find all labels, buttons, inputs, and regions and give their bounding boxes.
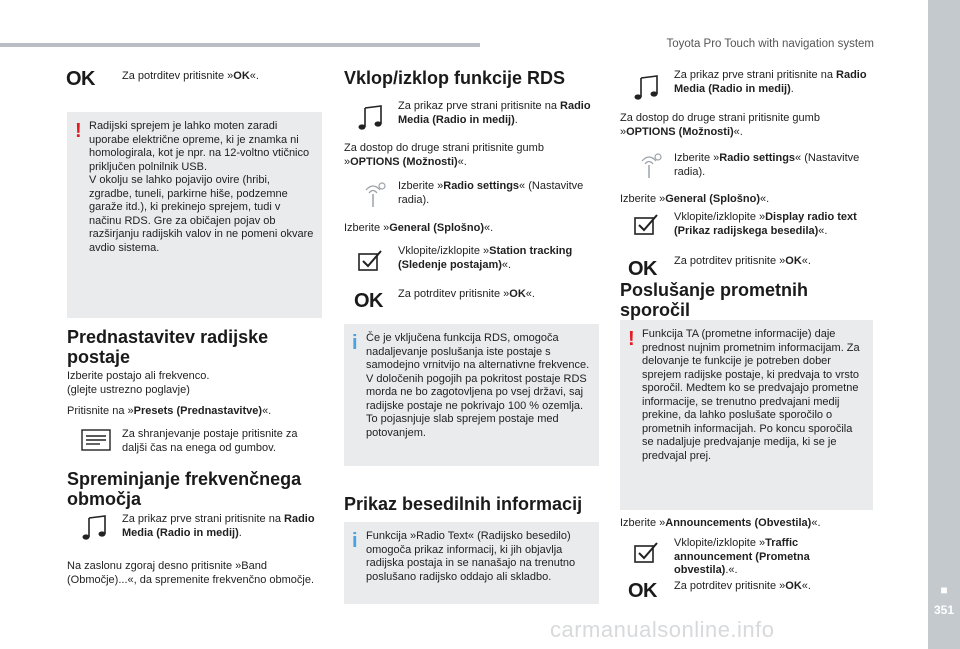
radio-text-info: Funkcija »Radio Text« (Radijsko besedilo) omogoča prikaz informacij, ki jih objavlja radijska postaja in se nanašajo na trenutno poslušano radijsko oddajo ali skladbo. — [366, 530, 576, 583]
ok-icon: OK — [66, 68, 95, 90]
warning-text: Radijski sprejem je lahko moten zaradi uporabe električne opreme, ki je znamka ni homologirala, kot je npr. na 12-voltno vtičnico priključen polnilnik USB. V okolju se lahko pojavijo ovire (hribi, zgradbe, tuneli, parkirne hiše, podzemne garaže itd.), ki prekinejo sprejem, tudi v načinu RDS. Gre za običajen pojav ob razširjanju radijskih valov in ne pomeni okvare avdio sistema. — [89, 120, 314, 254]
info-box-rds — [344, 324, 599, 466]
music-note-icon — [356, 104, 392, 134]
c3-paragraph-3: Izberite »Announcements (Obvestila)«. — [620, 517, 821, 529]
rds-ok-text: Za potrditev pritisnite »OK«. — [398, 288, 535, 300]
presets-title: Prednastavitev radijske postaje — [67, 327, 269, 367]
c3-icon1-text: Za prikaz prve strani pritisnite na Radio Media (Radio in medij). — [674, 69, 867, 95]
warning-icon: ! — [75, 120, 82, 142]
c3-ok2-text: Za potrditev pritisnite »OK«. — [674, 580, 811, 592]
ok-instruction: Za potrditev pritisnite »OK«. — [122, 70, 259, 82]
rds-icon2-text: Izberite »Radio settings« (Nastavitve radia). — [398, 180, 584, 206]
info-icon: i — [352, 332, 358, 354]
warning-icon: ! — [628, 328, 635, 350]
c3-paragraph-1: Za dostop do druge strani pritisnite gumb »OPTIONS (Možnosti)«. — [620, 112, 820, 138]
music-note-icon — [632, 74, 668, 104]
page-header: Toyota Pro Touch with navigation system — [666, 38, 874, 50]
watermark: carmanualsonline.info — [550, 617, 775, 642]
text-info-title: Prikaz besedilnih informacij — [344, 494, 583, 514]
presets-icon-text: Za shranjevanje postaje pritisnite za daljši čas na enega od gumbov. — [122, 428, 298, 454]
c3-ok1-text: Za potrditev pritisnite »OK«. — [674, 255, 811, 267]
rds-paragraph-2: Izberite »General (Splošno)«. — [344, 222, 494, 234]
traffic-warning-text: Funkcija TA (prometne informacije) daje prednost nujnim prometnim informacijam. Za delovanje te funkcije je potreben dober sprejem radijske postaje, ki predvaja to vrsto sporočil. Medtem ko se predvajajo prometne informacije, se trenutno predvajani medij prekine, da lahko poslušate sporočilo o prometnih informacijah. Po koncu sporočila se nadaljuje predvajanje medija, ki se je predvajal prej. — [642, 328, 860, 462]
checkbox-icon — [632, 540, 668, 570]
info-icon: i — [352, 530, 358, 552]
radio-settings-icon — [632, 151, 668, 181]
info-box-radio-text — [344, 522, 599, 604]
music-note-icon — [80, 514, 116, 544]
warning-box-radio — [67, 112, 322, 318]
page-dot: ■ — [940, 583, 948, 597]
presets-press: Pritisnite na »Presets (Prednastavitve)«. — [67, 405, 272, 417]
presets-paragraph: Izberite postajo ali frekvenco. (glejte ustrezno poglavje) — [67, 370, 210, 396]
c3-icon2-text: Izberite »Radio settings« (Nastavitve radia). — [674, 152, 860, 178]
preset-list-icon — [80, 427, 116, 457]
rds-info-text: Če je vključena funkcija RDS, omogoča nadaljevanje poslušanja iste postaje s samodejno vrnitvijo na alternativne frekvence. V določenih pogojih pa pokritost postaje RDS morda ne bo zagotovljena po vsej državi, saj radijske postaje ne pokrivajo 100 % ozemlja. To pojasnjuje slab sprejem postaje med potovanjem. — [366, 332, 590, 439]
rds-title: Vklop/izklop funkcije RDS — [344, 68, 566, 88]
traffic-title: Poslušanje prometnih sporočil — [620, 280, 809, 320]
band-icon-text: Za prikaz prve strani pritisnite na Radio Media (Radio in medij). — [122, 513, 315, 539]
side-strip — [928, 0, 960, 649]
page-number: 351 — [933, 603, 955, 617]
rds-paragraph-1: Za dostop do druge strani pritisnite gumb »OPTIONS (Možnosti)«. — [344, 142, 544, 168]
band-title: Spreminjanje frekvenčnega območja — [67, 469, 302, 509]
ok-icon: OK — [628, 580, 657, 602]
rds-icon1-text: Za prikaz prve strani pritisnite na Radio Media (Radio in medij). — [398, 100, 591, 126]
header-rule — [0, 43, 480, 47]
rds-icon3-text: Vklopite/izklopite »Station tracking (Sledenje postajam)«. — [398, 245, 573, 271]
radio-settings-icon — [356, 180, 392, 210]
checkbox-icon — [632, 212, 668, 242]
c3-icon3-text: Vklopite/izklopite »Display radio text (Prikaz radijskega besedila)«. — [674, 211, 857, 237]
ok-icon: OK — [354, 290, 383, 312]
band-paragraph: Na zaslonu zgoraj desno pritisnite »Band (Območje)...«, da spremenite frekvenčno območje. — [67, 560, 315, 586]
checkbox-icon — [356, 248, 392, 278]
c3-paragraph-2: Izberite »General (Splošno)«. — [620, 193, 770, 205]
ok-icon: OK — [628, 258, 657, 280]
c3-icon4-text: Vklopite/izklopite »Traffic announcement (Prometna obvestila).«. — [674, 537, 810, 576]
warning-box-traffic — [620, 320, 873, 510]
